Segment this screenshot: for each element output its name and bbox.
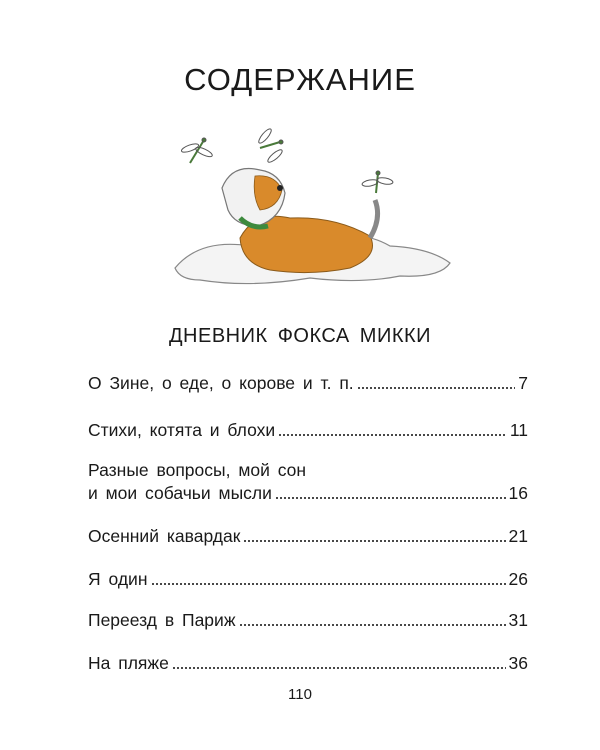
toc-entry-page: 26 (508, 569, 528, 589)
toc-entry-page: 31 (508, 610, 528, 630)
toc-entry[interactable] (88, 482, 528, 504)
leader-dots (278, 434, 507, 436)
toc-entry-label: Я один (88, 569, 148, 589)
toc-entry[interactable] (88, 525, 528, 547)
toc-entry-page: 11 (509, 420, 528, 440)
dragonfly-icon (362, 171, 394, 193)
toc-entry[interactable] (88, 372, 528, 394)
toc-entry[interactable] (88, 609, 528, 631)
page-number: 110 (288, 686, 312, 703)
leader-dots (172, 667, 506, 669)
dragonfly-icon (257, 127, 284, 164)
section-title: ДНЕВНИК ФОКСА МИККИ (169, 325, 431, 347)
toc-entry-page: 7 (518, 373, 528, 393)
toc-entry-label: и мои собачьи мысли (88, 483, 272, 503)
toc-entry-label: Переезд в Париж (88, 610, 236, 630)
leader-dots (151, 583, 506, 585)
dog-illustration (160, 118, 460, 303)
toc-entry[interactable] (88, 419, 528, 441)
toc-entry-label: О Зине, о еде, о корове и т. п. (88, 373, 354, 393)
leader-dots (243, 540, 505, 542)
toc-entry-label: На пляже (88, 653, 169, 673)
leader-dots (357, 387, 516, 389)
toc-entry-label: Стихи, котята и блохи (88, 420, 276, 440)
toc-entry[interactable] (88, 568, 528, 590)
toc-entry-page: 36 (508, 653, 528, 673)
leader-dots (239, 624, 506, 626)
leader-dots (275, 497, 506, 499)
toc-entry-label: Осенний кавардак (88, 526, 241, 546)
toc-entry-page: 16 (508, 483, 528, 503)
toc-entry-page: 21 (508, 526, 528, 546)
toc-entry-label-line1: Разные вопросы, мой сон (88, 460, 307, 480)
dragonfly-icon (181, 138, 214, 163)
toc-entry[interactable] (88, 652, 528, 674)
dog-figure (175, 168, 450, 283)
page-title: СОДЕРЖАНИЕ (184, 62, 416, 97)
